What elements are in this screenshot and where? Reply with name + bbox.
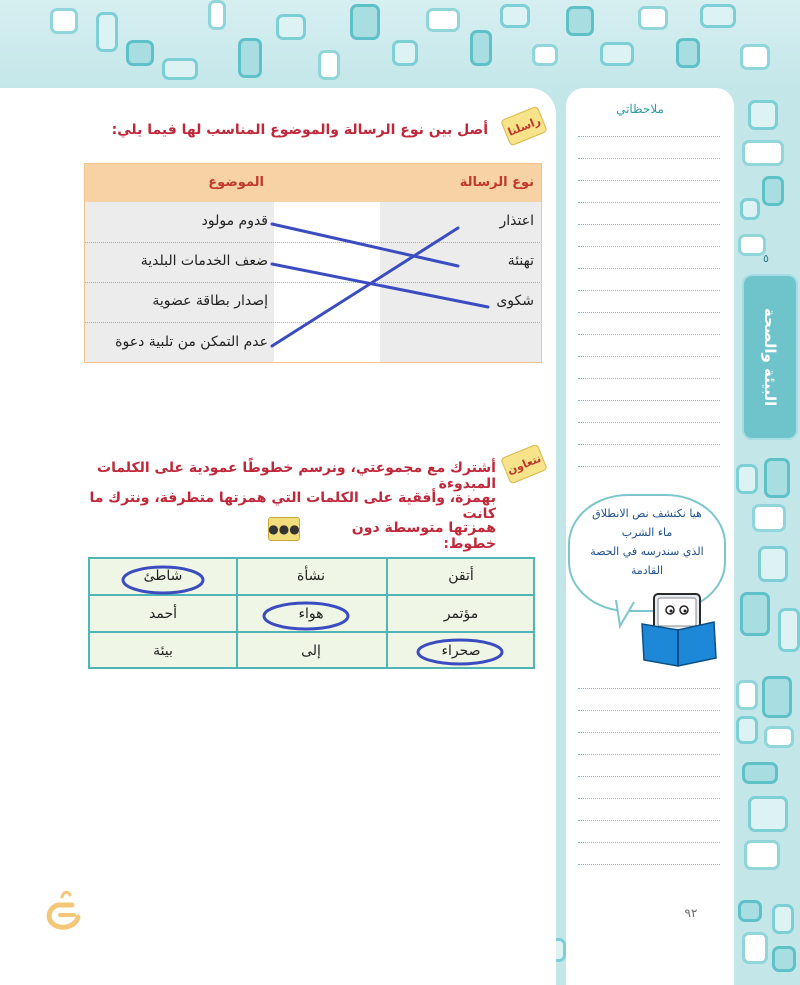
grid-cell[interactable]: هواء (298, 606, 324, 622)
answer-circle (418, 640, 502, 664)
message-type-2[interactable]: شكوى (496, 293, 534, 309)
grid-cell[interactable]: بيئة (153, 643, 173, 659)
grid-cell[interactable]: إلى (301, 643, 321, 659)
exercise2-instruction-line2: بهمزة، وأفقية على الكلمات التي همزتها متطرفة، ونترك ما كانت (89, 490, 496, 522)
topic-1[interactable]: ضعف الخدمات البلدية (140, 253, 268, 269)
topic-0[interactable]: قدوم مولود (201, 213, 268, 229)
speech-line: القادمة (630, 564, 663, 577)
exercise2-instruction-line3: همزتها متوسطة دون خطوط: (351, 520, 496, 552)
exercise1-instruction: أصل بين نوع الرسالة والموضوع المناسب لها فيما يلي: (111, 122, 488, 138)
header-topic: الموضوع (208, 175, 264, 190)
message-type-1[interactable]: تهنئة (507, 253, 534, 269)
page-number: ٩٢ (684, 906, 698, 920)
answer-circle (264, 603, 348, 629)
publisher-logo-icon (38, 887, 88, 937)
match-line (272, 264, 488, 307)
speech-line: ماء الشرب (621, 526, 673, 539)
answer-circle (123, 567, 203, 593)
exercise1-badge: راسلنا (500, 106, 548, 147)
notes-title: ملاحظاتي (616, 102, 664, 116)
grid-cell[interactable]: صحراء (441, 643, 481, 659)
grid-cell[interactable]: أحمد (149, 606, 177, 622)
exercise2-badge: نتعاون (500, 444, 548, 485)
group-work-icon: ●●● (268, 517, 300, 541)
message-type-0[interactable]: اعتذار (499, 213, 534, 229)
speech-line: هيا نكتشف نص الانطلاق (592, 507, 702, 520)
grid-cell[interactable]: مؤتمر (443, 606, 479, 622)
speech-line: الذي سندرسه في الحصة (590, 545, 704, 558)
unit-number: ٥ (763, 252, 769, 265)
reading-character-icon (640, 590, 720, 670)
unit-tab-label: البيئة والصحة (761, 307, 779, 407)
speech-text (578, 504, 716, 580)
grid-cell[interactable]: شاطئ (143, 568, 183, 584)
grid-cell[interactable]: أتقن (448, 568, 474, 584)
grid-cell[interactable]: نشأة (297, 568, 325, 584)
header-message-type: نوع الرسالة (459, 175, 534, 190)
exercise2-instruction-line1: أشترك مع مجموعتي، ونرسم خطوطًا عمودية على الكلمات المبدوءة (97, 460, 496, 492)
topic-2[interactable]: إصدار بطاقة عضوية (152, 293, 268, 309)
topic-3[interactable]: عدم التمكن من تلبية دعوة (115, 334, 268, 350)
